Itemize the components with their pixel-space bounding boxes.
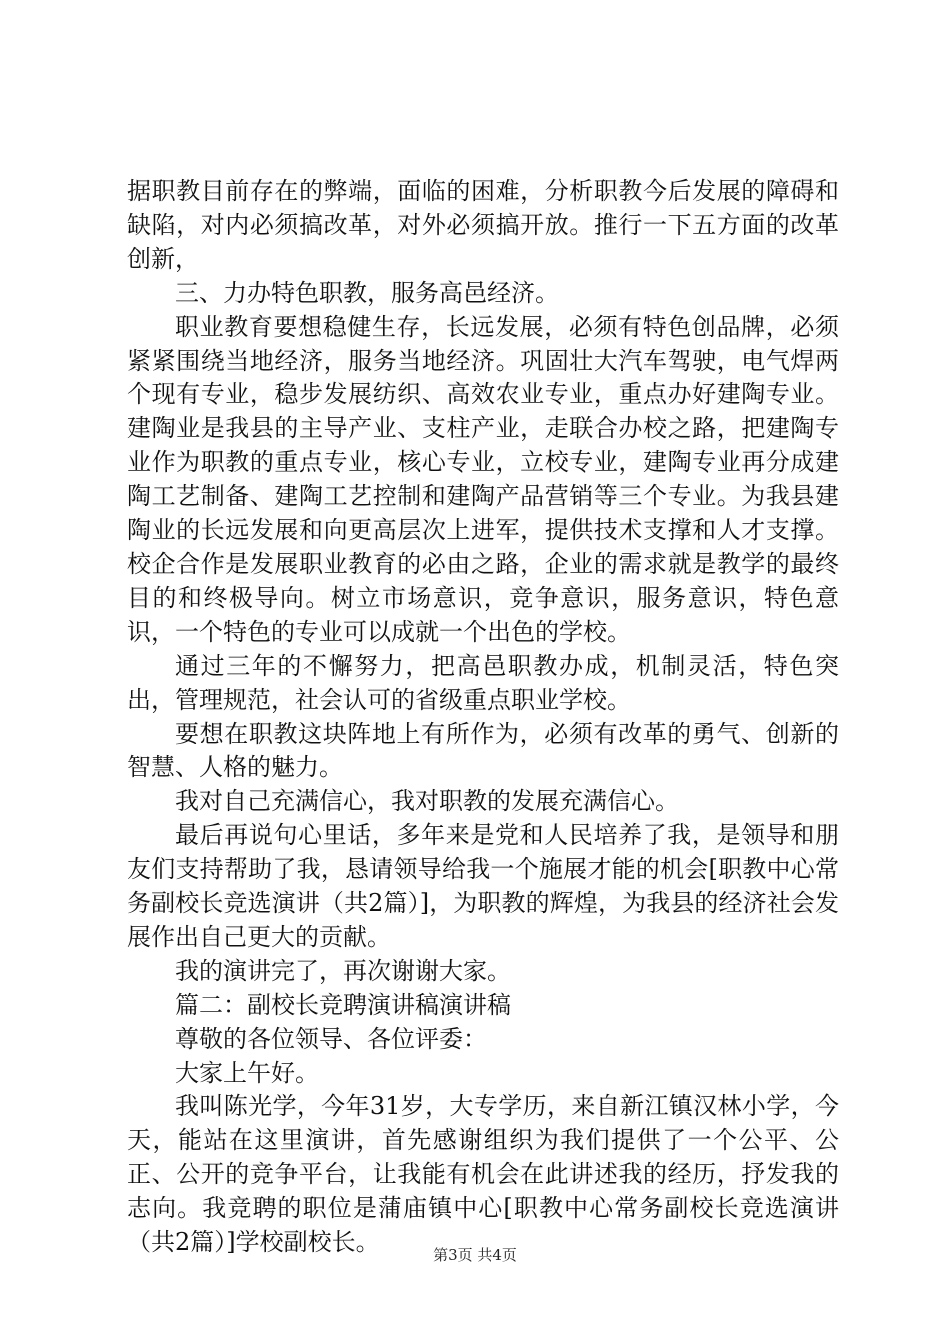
page-footer: 第3页 共4页 — [433, 1246, 517, 1264]
salutation: 尊敬的各位领导、各位评委： — [175, 1024, 487, 1053]
paragraph: 我对自己充满信心，我对职教的发展充满信心。 — [175, 787, 679, 816]
paragraph: 通过三年的不懈努力，把高邑职教办成，机制灵活，特色突出，管理规范，社会认可的省级重点职业学校。 — [127, 651, 839, 714]
paragraph: 我叫陈光学，今年31岁，大专学历，来自新江镇汉林小学，今天，能站在这里演讲，首先感谢组织为我们提供了一个公平、公正、公开的竞争平台，让我能有机会在此讲述我的经历，抒发我的志向。我竞聘的职位是蒲庙镇中心[职教中心常务副校长竞选演讲（共2篇）]学校副校长。 — [127, 1092, 839, 1257]
paragraph: 职业教育要想稳健生存，长远发展，必须有特色创品牌，必须紧紧围绕当地经济，服务当地经济。巩固壮大汽车驾驶，电气焊两个现有专业，稳步发展纺织、高效农业专业，重点办好建陶专业。建陶业是我县的主导产业、支柱产业，走联合办校之路，把建陶专业作为职教的重点专业，核心专业，立校专业，建陶专业再分成建陶工艺制备、建陶工艺控制和建陶产品营销等三个专业。为我县建陶业的长远发展和向更高层次上进军，提供技术支撑和人才支撑。校企合作是发展职业教育的必由之路，企业的需求就是教学的最终目的和终极导向。树立市场意识，竞争意识，服务意识，特色意识，一个特色的专业可以成就一个出色的学校。 — [127, 312, 839, 646]
section-heading: 篇二：副校长竞聘演讲稿演讲稿 — [175, 990, 511, 1019]
paragraph: 我的演讲完了，再次谢谢大家。 — [175, 956, 511, 985]
document-body — [127, 175, 839, 1260]
section-heading: 三、力办特色职教，服务高邑经济。 — [175, 278, 559, 307]
paragraph: 最后再说句心里话，多年来是党和人民培养了我，是领导和朋友们支持帮助了我，恳请领导给我一个施展才能的机会[职教中心常务副校长竞选演讲（共2篇）]，为职教的辉煌，为我县的经济社会发展作出自己更大的贡献。 — [127, 821, 839, 951]
paragraph: 据职教目前存在的弊端，面临的困难，分析职教今后发展的障碍和缺陷，对内必须搞改革，对外必须搞开放。推行一下五方面的改革创新， — [127, 177, 839, 273]
greeting: 大家上午好。 — [175, 1058, 319, 1087]
paragraph: 要想在职教这块阵地上有所作为，必须有改革的勇气、创新的智慧、人格的魅力。 — [127, 719, 839, 782]
